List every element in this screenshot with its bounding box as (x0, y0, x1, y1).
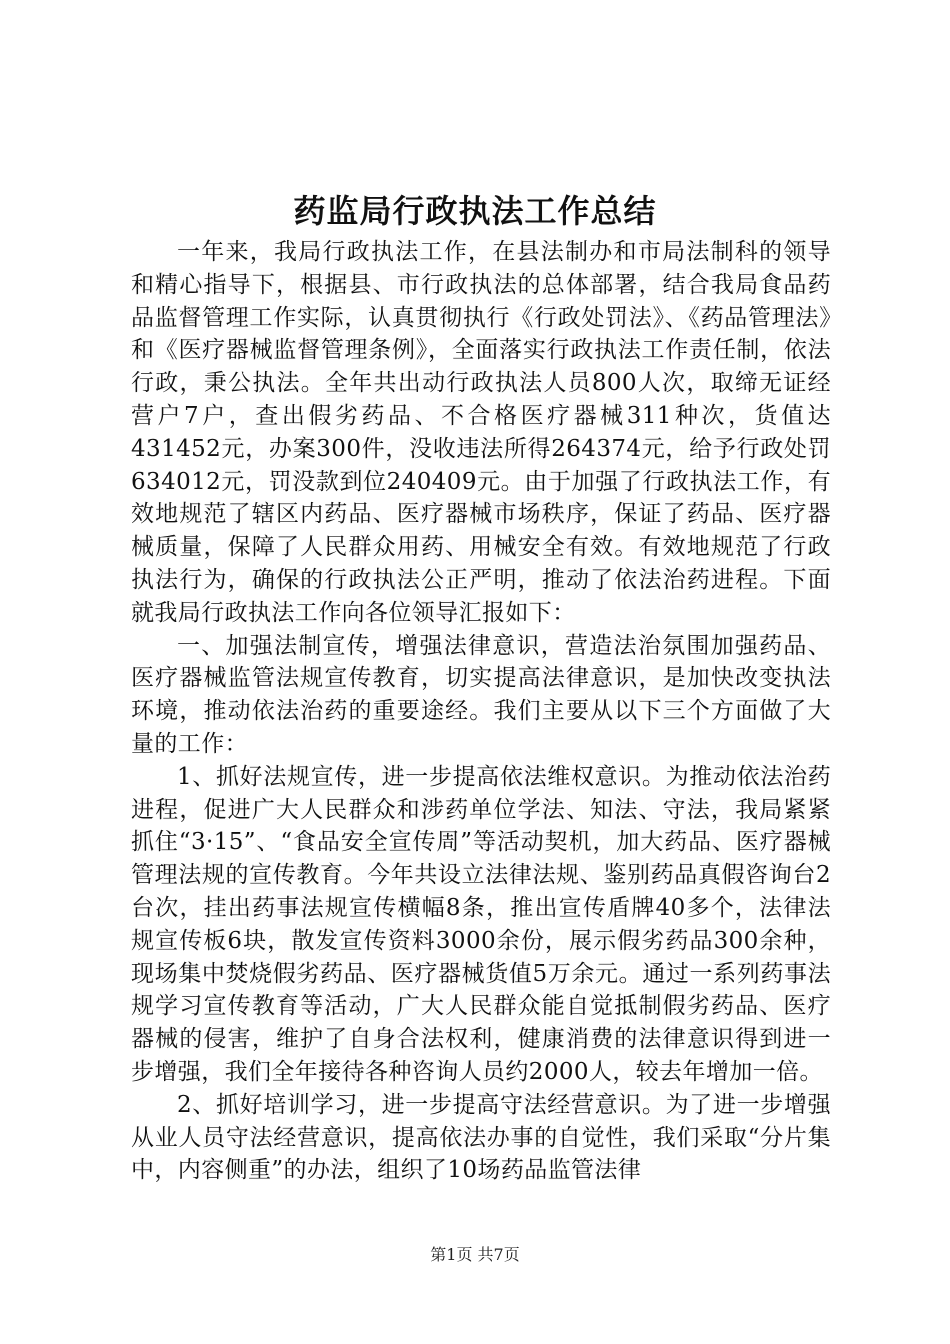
paragraph-section-1: 一、加强法制宣传，增强法律意识，营造法治氛围加强药品、医疗器械监管法规宣传教育，切实提高法律意识，是加快改变执法环境，推动依法治药的重要途经。我们主要从以下三个方面做了大量的工作： (131, 632, 831, 757)
paragraph-intro: 一年来，我局行政执法工作，在县法制办和市局法制科的领导和精心指导下，根据县、市行政执法的总体部署，结合我局食品药品监督管理工作实际，认真贯彻执行《行政处罚法》、《药品管理法》和《医疗器械监督管理条例》，全面落实行政执法工作责任制，依法行政，秉公执法。全年共出动行政执法人员800人次，取缔无证经营户7户，查出假劣药品、不合格医疗器械311种次，货值达431452元，办案300件，没收违法所得264374元，给予行政处罚634012元，罚没款到位240409元。由于加强了行政执法工作，有效地规范了辖区内药品、医疗器械市场秩序，保证了药品、医疗器械质量，保障了人民群众用药、用械安全有效。有效地规范了行政执法行为，确保的行政执法公正严明，推动了依法治药进程。下面就我局行政执法工作向各位领导汇报如下： (131, 239, 831, 626)
paragraph-item-2: 2、抓好培训学习，进一步提高守法经营意识。为了进一步增强从业人员守法经营意识，提高依法办事的自觉性，我们采取“分片集中，内容侧重”的办法，组织了10场药品监管法律 (131, 1091, 831, 1184)
document-title: 药监局行政执法工作总结 (293, 192, 657, 230)
document-body (131, 236, 831, 1187)
page-footer: 第1页 共7页 (430, 1245, 520, 1264)
paragraph-item-1: 1、抓好法规宣传，进一步提高依法维权意识。为推动依法治药进程，促进广大人民群众和涉药单位学法、知法、守法，我局紧紧抓住“3·15”、“食品安全宣传周”等活动契机，加大药品、医疗器械管理法规的宣传教育。今年共设立法律法规、鉴别药品真假咨询台2台次，挂出药事法规宣传横幅8条，推出宣传盾牌40多个，法律法规宣传板6块，散发宣传资料3000余份，展示假劣药品300余种，现场集中焚烧假劣药品、医疗器械货值5万余元。通过一系列药事法规学习宣传教育等活动，广大人民群众能自觉抵制假劣药品、医疗器械的侵害，维护了自身合法权利，健康消费的法律意识得到进一步增强，我们全年接待各种咨询人员约2000人，较去年增加一倍。 (131, 763, 831, 1085)
